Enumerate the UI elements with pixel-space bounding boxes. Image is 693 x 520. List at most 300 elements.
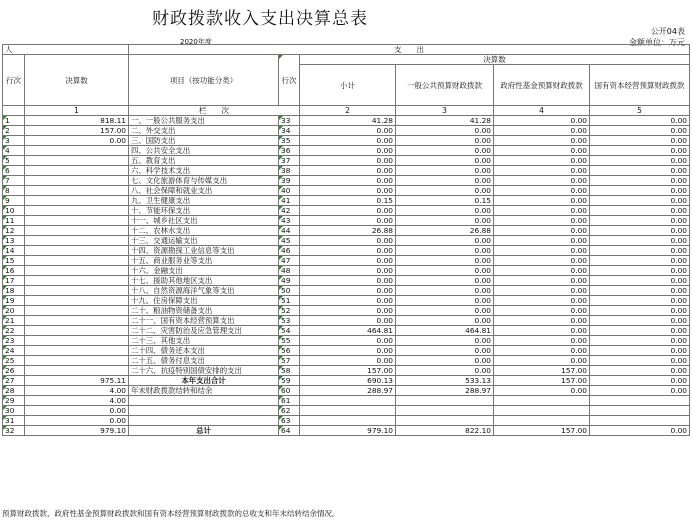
- income-amount: [25, 276, 129, 286]
- gov-fund-amount: 0.00: [494, 306, 590, 316]
- table-row: [3, 236, 690, 246]
- subtotal-amount: 0.00: [300, 186, 396, 196]
- table-row: [3, 256, 690, 266]
- gov-fund-amount: 157.00: [494, 426, 590, 436]
- income-group-header: 人: [3, 45, 129, 55]
- row-number: 28: [3, 386, 25, 396]
- expense-item: 四、公共安全支出: [129, 146, 279, 156]
- row-number-2: 64: [279, 426, 300, 436]
- expense-item: 总计: [129, 426, 279, 436]
- state-capital-amount: 0.00: [590, 136, 690, 146]
- state-capital-amount: 0.00: [590, 256, 690, 266]
- gov-fund-amount: 0.00: [494, 356, 590, 366]
- gov-fund-amount: 0.00: [494, 136, 590, 146]
- row-number: 18: [3, 286, 25, 296]
- row-number: 27: [3, 376, 25, 386]
- state-capital-amount: 0.00: [590, 146, 690, 156]
- col-index-2: 2: [300, 106, 396, 116]
- general-budget-amount: 0.00: [396, 146, 494, 156]
- row-number-2: 33: [279, 116, 300, 126]
- table-row: [3, 266, 690, 276]
- general-budget-amount: [396, 416, 494, 426]
- gov-fund-header: 政府性基金预算财政拨款: [494, 65, 590, 106]
- subtotal-amount: 0.00: [300, 236, 396, 246]
- row-number-2: 48: [279, 266, 300, 276]
- state-capital-amount: 0.00: [590, 326, 690, 336]
- row-number-2: 62: [279, 406, 300, 416]
- gov-fund-amount: 0.00: [494, 316, 590, 326]
- expense-item: 九、卫生健康支出: [129, 196, 279, 206]
- state-capital-amount: [590, 396, 690, 406]
- expense-item: 五、教育支出: [129, 156, 279, 166]
- row-number: 26: [3, 366, 25, 376]
- row-number: 12: [3, 226, 25, 236]
- subtotal-amount: [300, 396, 396, 406]
- row-number: 1: [3, 116, 25, 126]
- row-number: 9: [3, 196, 25, 206]
- subtotal-amount: 979.10: [300, 426, 396, 436]
- general-budget-amount: [396, 406, 494, 416]
- table-row: [3, 206, 690, 216]
- row-number-2: 44: [279, 226, 300, 236]
- table-row: [3, 336, 690, 346]
- subtotal-amount: 0.00: [300, 296, 396, 306]
- income-amount: [25, 346, 129, 356]
- row-number-2: 41: [279, 196, 300, 206]
- table-row: [3, 136, 690, 146]
- gov-fund-amount: 0.00: [494, 326, 590, 336]
- form-number: 公开04表: [650, 27, 685, 36]
- subtotal-amount: 0.00: [300, 316, 396, 326]
- expense-item: 一、一般公共服务支出: [129, 116, 279, 126]
- row-number: 29: [3, 396, 25, 406]
- income-amount: 0.00: [25, 416, 129, 426]
- general-budget-amount: 0.00: [396, 206, 494, 216]
- income-amount: [25, 356, 129, 366]
- general-budget-amount: [396, 396, 494, 406]
- table-row: [3, 356, 690, 366]
- state-capital-amount: 0.00: [590, 386, 690, 396]
- row-number: 25: [3, 356, 25, 366]
- state-capital-amount: 0.00: [590, 286, 690, 296]
- row-number: 10: [3, 206, 25, 216]
- subtotal-amount: [300, 406, 396, 416]
- row-number: 8: [3, 186, 25, 196]
- general-budget-amount: 0.00: [396, 316, 494, 326]
- subtotal-amount: 0.00: [300, 336, 396, 346]
- fiscal-year: 2020年度: [180, 38, 212, 46]
- income-amount: [25, 156, 129, 166]
- income-amount: [25, 146, 129, 156]
- subtotal-amount: 41.28: [300, 116, 396, 126]
- gov-fund-amount: 0.00: [494, 276, 590, 286]
- row-number: 31: [3, 416, 25, 426]
- table-row: [3, 276, 690, 286]
- gov-fund-amount: 0.00: [494, 166, 590, 176]
- general-budget-amount: 26.88: [396, 226, 494, 236]
- income-amount: [25, 216, 129, 226]
- expense-item: 二十五、债务付息支出: [129, 356, 279, 366]
- row-number-2: 47: [279, 256, 300, 266]
- expense-item: 十七、援助其他地区支出: [129, 276, 279, 286]
- subtotal-amount: 0.00: [300, 286, 396, 296]
- expense-item: 二十三、其他支出: [129, 336, 279, 346]
- income-amount: [25, 236, 129, 246]
- gov-fund-amount: 0.00: [494, 266, 590, 276]
- income-amount: [25, 226, 129, 236]
- gov-fund-amount: 0.00: [494, 156, 590, 166]
- general-budget-amount: 464.81: [396, 326, 494, 336]
- income-amount: [25, 306, 129, 316]
- income-amount: [25, 246, 129, 256]
- gov-fund-amount: 0.00: [494, 246, 590, 256]
- subtotal-amount: 0.00: [300, 146, 396, 156]
- row-number: 22: [3, 326, 25, 336]
- expense-item: 二十二、灾害防治及应急管理支出: [129, 326, 279, 336]
- subtotal-amount: 157.00: [300, 366, 396, 376]
- general-budget-amount: 0.00: [396, 306, 494, 316]
- state-capital-amount: 0.00: [590, 126, 690, 136]
- gov-fund-amount: 0.00: [494, 206, 590, 216]
- table-row: [3, 316, 690, 326]
- expense-item: 三、国防支出: [129, 136, 279, 146]
- table-row: [3, 216, 690, 226]
- expense-item: [129, 396, 279, 406]
- gov-fund-amount: 0.00: [494, 336, 590, 346]
- row-number: 24: [3, 346, 25, 356]
- general-budget-amount: 822.10: [396, 426, 494, 436]
- row-number-2: 34: [279, 126, 300, 136]
- row-number: 3: [3, 136, 25, 146]
- income-amount: [25, 326, 129, 336]
- expense-item: 二十六、抗疫特别国债安排的支出: [129, 366, 279, 376]
- row-number: 15: [3, 256, 25, 266]
- table-row: [3, 406, 690, 416]
- row-number-2: 56: [279, 346, 300, 356]
- table-row: [3, 186, 690, 196]
- table-row: [3, 426, 690, 436]
- row-number: 20: [3, 306, 25, 316]
- general-budget-amount: 0.00: [396, 186, 494, 196]
- item-header: 项目（按功能分类）: [129, 55, 279, 106]
- income-amount: 0.00: [25, 406, 129, 416]
- income-amount: 4.00: [25, 386, 129, 396]
- row-number-2: 35: [279, 136, 300, 146]
- expense-item: 二十一、国有资本经营预算支出: [129, 316, 279, 326]
- general-budget-amount: 0.00: [396, 246, 494, 256]
- subtotal-amount: 0.00: [300, 176, 396, 186]
- general-budget-amount: 0.00: [396, 176, 494, 186]
- expense-item: 六、科学技术支出: [129, 166, 279, 176]
- row-number-2: 50: [279, 286, 300, 296]
- gov-fund-amount: 0.00: [494, 236, 590, 246]
- gov-fund-amount: 0.00: [494, 216, 590, 226]
- income-amount: [25, 286, 129, 296]
- expense-item: 十一、城乡社区支出: [129, 216, 279, 226]
- state-capital-amount: 0.00: [590, 186, 690, 196]
- table-row: [3, 166, 690, 176]
- state-capital-amount: 0.00: [590, 296, 690, 306]
- gov-fund-amount: [494, 406, 590, 416]
- general-budget-amount: 0.00: [396, 296, 494, 306]
- income-amount: [25, 266, 129, 276]
- table-row: [3, 116, 690, 126]
- income-amount: [25, 316, 129, 326]
- income-amount: [25, 186, 129, 196]
- expense-item: 十、节能环保支出: [129, 206, 279, 216]
- row-number-2: 55: [279, 336, 300, 346]
- state-capital-amount: 0.00: [590, 266, 690, 276]
- income-amount: [25, 336, 129, 346]
- general-budget-amount: 533.13: [396, 376, 494, 386]
- row-number: 21: [3, 316, 25, 326]
- amount-unit: 金额单位：万元: [629, 38, 685, 47]
- expense-group-header: 支 出: [129, 45, 690, 55]
- row-number: 32: [3, 426, 25, 436]
- subtotal-amount: 0.00: [300, 206, 396, 216]
- subtotal-amount: 464.81: [300, 326, 396, 336]
- state-capital-amount: 0.00: [590, 176, 690, 186]
- income-final-header: 决算数: [25, 55, 129, 106]
- general-budget-amount: 288.97: [396, 386, 494, 396]
- gov-fund-amount: [494, 396, 590, 406]
- income-amount: [25, 296, 129, 306]
- row-number-2: 37: [279, 156, 300, 166]
- subtotal-amount: 0.00: [300, 216, 396, 226]
- income-amount: 4.00: [25, 396, 129, 406]
- subtotal-amount: 0.00: [300, 306, 396, 316]
- final-group-header: 决算数: [300, 55, 690, 65]
- income-amount: 979.10: [25, 426, 129, 436]
- row-number-2: 51: [279, 296, 300, 306]
- table-row: [3, 346, 690, 356]
- table-row: [3, 366, 690, 376]
- general-budget-amount: 0.00: [396, 156, 494, 166]
- gov-fund-amount: 157.00: [494, 376, 590, 386]
- table-row: [3, 306, 690, 316]
- gov-fund-amount: 0.00: [494, 176, 590, 186]
- row-number: 11: [3, 216, 25, 226]
- general-budget-amount: 0.00: [396, 336, 494, 346]
- income-amount: [25, 176, 129, 186]
- general-budget-amount: 0.00: [396, 256, 494, 266]
- subtotal-amount: 0.15: [300, 196, 396, 206]
- expense-item: 十四、资源勘探工业信息等支出: [129, 246, 279, 256]
- gov-fund-amount: 0.00: [494, 286, 590, 296]
- state-capital-amount: 0.00: [590, 156, 690, 166]
- row-number-2: 46: [279, 246, 300, 256]
- income-amount: [25, 166, 129, 176]
- state-capital-amount: 0.00: [590, 166, 690, 176]
- general-budget-header: 一般公共预算财政拨款: [396, 65, 494, 106]
- table-row: [3, 126, 690, 136]
- expense-item: 七、文化旅游体育与传媒支出: [129, 176, 279, 186]
- table-row: [3, 416, 690, 426]
- expense-item: 二、外交支出: [129, 126, 279, 136]
- col-label: 栏 次: [129, 106, 300, 116]
- row-number-2: 45: [279, 236, 300, 246]
- state-capital-amount: [590, 416, 690, 426]
- general-budget-amount: 0.00: [396, 236, 494, 246]
- state-capital-amount: 0.00: [590, 236, 690, 246]
- row-number-2: 58: [279, 366, 300, 376]
- income-amount: 818.11: [25, 116, 129, 126]
- col-index-3: 3: [396, 106, 494, 116]
- income-amount: 975.11: [25, 376, 129, 386]
- state-capital-amount: 0.00: [590, 276, 690, 286]
- row-number-2: 38: [279, 166, 300, 176]
- row-number-2: 39: [279, 176, 300, 186]
- subtotal-amount: 0.00: [300, 276, 396, 286]
- state-capital-amount: 0.00: [590, 346, 690, 356]
- expense-item: 十六、金融支出: [129, 266, 279, 276]
- row-number: 17: [3, 276, 25, 286]
- state-capital-amount: 0.00: [590, 226, 690, 236]
- state-capital-amount: 0.00: [590, 306, 690, 316]
- state-capital-amount: 0.00: [590, 116, 690, 126]
- state-capital-amount: 0.00: [590, 426, 690, 436]
- row-number-2: 54: [279, 326, 300, 336]
- gov-fund-amount: 0.00: [494, 196, 590, 206]
- subtotal-amount: 0.00: [300, 266, 396, 276]
- table-row: [3, 156, 690, 166]
- income-amount: [25, 206, 129, 216]
- state-capital-amount: 0.00: [590, 376, 690, 386]
- gov-fund-amount: 0.00: [494, 386, 590, 396]
- expense-item: 十二、农林水支出: [129, 226, 279, 236]
- income-amount: 0.00: [25, 136, 129, 146]
- general-budget-amount: 0.00: [396, 136, 494, 146]
- row-number: 19: [3, 296, 25, 306]
- state-capital-amount: 0.00: [590, 336, 690, 346]
- subtotal-amount: 0.00: [300, 136, 396, 146]
- general-budget-amount: 0.00: [396, 216, 494, 226]
- row-number-2: 53: [279, 316, 300, 326]
- expense-item: 本年支出合计: [129, 376, 279, 386]
- row-number-header-2: 行次: [279, 55, 300, 106]
- gov-fund-amount: 0.00: [494, 226, 590, 236]
- table-row: [3, 286, 690, 296]
- general-budget-amount: 41.28: [396, 116, 494, 126]
- table-row: [3, 376, 690, 386]
- table-row: [3, 396, 690, 406]
- general-budget-amount: 0.00: [396, 286, 494, 296]
- table-row: [3, 386, 690, 396]
- expense-item: 十三、交通运输支出: [129, 236, 279, 246]
- row-number-2: 42: [279, 206, 300, 216]
- state-capital-amount: 0.00: [590, 366, 690, 376]
- subtotal-amount: 0.00: [300, 256, 396, 266]
- row-number-2: 40: [279, 186, 300, 196]
- subtotal-header: 小计: [300, 65, 396, 106]
- income-amount: [25, 196, 129, 206]
- expense-item: 八、社会保障和就业支出: [129, 186, 279, 196]
- gov-fund-amount: 0.00: [494, 126, 590, 136]
- subtotal-amount: 288.97: [300, 386, 396, 396]
- state-capital-amount: 0.00: [590, 356, 690, 366]
- row-number: 16: [3, 266, 25, 276]
- expense-item: [129, 406, 279, 416]
- general-budget-amount: 0.15: [396, 196, 494, 206]
- gov-fund-amount: 0.00: [494, 146, 590, 156]
- income-amount: [25, 256, 129, 266]
- gov-fund-amount: 0.00: [494, 256, 590, 266]
- row-number: 23: [3, 336, 25, 346]
- col-index-5: 5: [590, 106, 690, 116]
- page-title: 财政拨款收入支出决算总表: [152, 9, 368, 29]
- expense-item: 二十、粮油物资储备支出: [129, 306, 279, 316]
- row-number-2: 49: [279, 276, 300, 286]
- expense-item: 年末财政拨款结转和结余: [129, 386, 279, 396]
- row-number: 14: [3, 246, 25, 256]
- subtotal-amount: 26.88: [300, 226, 396, 236]
- subtotal-amount: 0.00: [300, 356, 396, 366]
- budget-table: [2, 44, 690, 436]
- subtotal-amount: 0.00: [300, 346, 396, 356]
- state-capital-amount: 0.00: [590, 216, 690, 226]
- gov-fund-amount: 0.00: [494, 116, 590, 126]
- state-capital-amount: [590, 406, 690, 416]
- expense-item: [129, 416, 279, 426]
- row-number: 2: [3, 126, 25, 136]
- income-amount: [25, 366, 129, 376]
- expense-item: 十五、商业服务业等支出: [129, 256, 279, 266]
- table-row: [3, 146, 690, 156]
- gov-fund-amount: 0.00: [494, 296, 590, 306]
- row-number-2: 59: [279, 376, 300, 386]
- table-row: [3, 326, 690, 336]
- row-number: 7: [3, 176, 25, 186]
- expense-item: 十九、住房保障支出: [129, 296, 279, 306]
- row-number: 13: [3, 236, 25, 246]
- table-row: [3, 176, 690, 186]
- general-budget-amount: 0.00: [396, 346, 494, 356]
- general-budget-amount: 0.00: [396, 356, 494, 366]
- general-budget-amount: 0.00: [396, 126, 494, 136]
- row-number-2: 43: [279, 216, 300, 226]
- row-number-2: 61: [279, 396, 300, 406]
- state-capital-amount: 0.00: [590, 246, 690, 256]
- row-number-2: 36: [279, 146, 300, 156]
- gov-fund-amount: [494, 416, 590, 426]
- col-index-1: 1: [25, 106, 129, 116]
- row-number-2: 63: [279, 416, 300, 426]
- table-row: [3, 246, 690, 256]
- subtotal-amount: 0.00: [300, 126, 396, 136]
- gov-fund-amount: 157.00: [494, 366, 590, 376]
- subtotal-amount: [300, 416, 396, 426]
- expense-item: 十八、自然资源海洋气象等支出: [129, 286, 279, 296]
- row-number: 30: [3, 406, 25, 416]
- table-row: [3, 296, 690, 306]
- row-number-2: 57: [279, 356, 300, 366]
- state-capital-amount: 0.00: [590, 206, 690, 216]
- general-budget-amount: 0.00: [396, 276, 494, 286]
- income-amount: 157.00: [25, 126, 129, 136]
- subtotal-amount: 0.00: [300, 166, 396, 176]
- footnote: 预算财政拨款、政府性基金预算财政拨款和国有资本经营预算财政拨款的总收支和年末结转结余情况。: [2, 509, 340, 518]
- subtotal-amount: 0.00: [300, 246, 396, 256]
- general-budget-amount: 0.00: [396, 166, 494, 176]
- general-budget-amount: 0.00: [396, 366, 494, 376]
- state-capital-amount: 0.00: [590, 196, 690, 206]
- col-index-4: 4: [494, 106, 590, 116]
- gov-fund-amount: 0.00: [494, 186, 590, 196]
- table-row: [3, 226, 690, 236]
- row-number: 4: [3, 146, 25, 156]
- row-number-header: 行次: [3, 55, 25, 106]
- subtotal-amount: 690.13: [300, 376, 396, 386]
